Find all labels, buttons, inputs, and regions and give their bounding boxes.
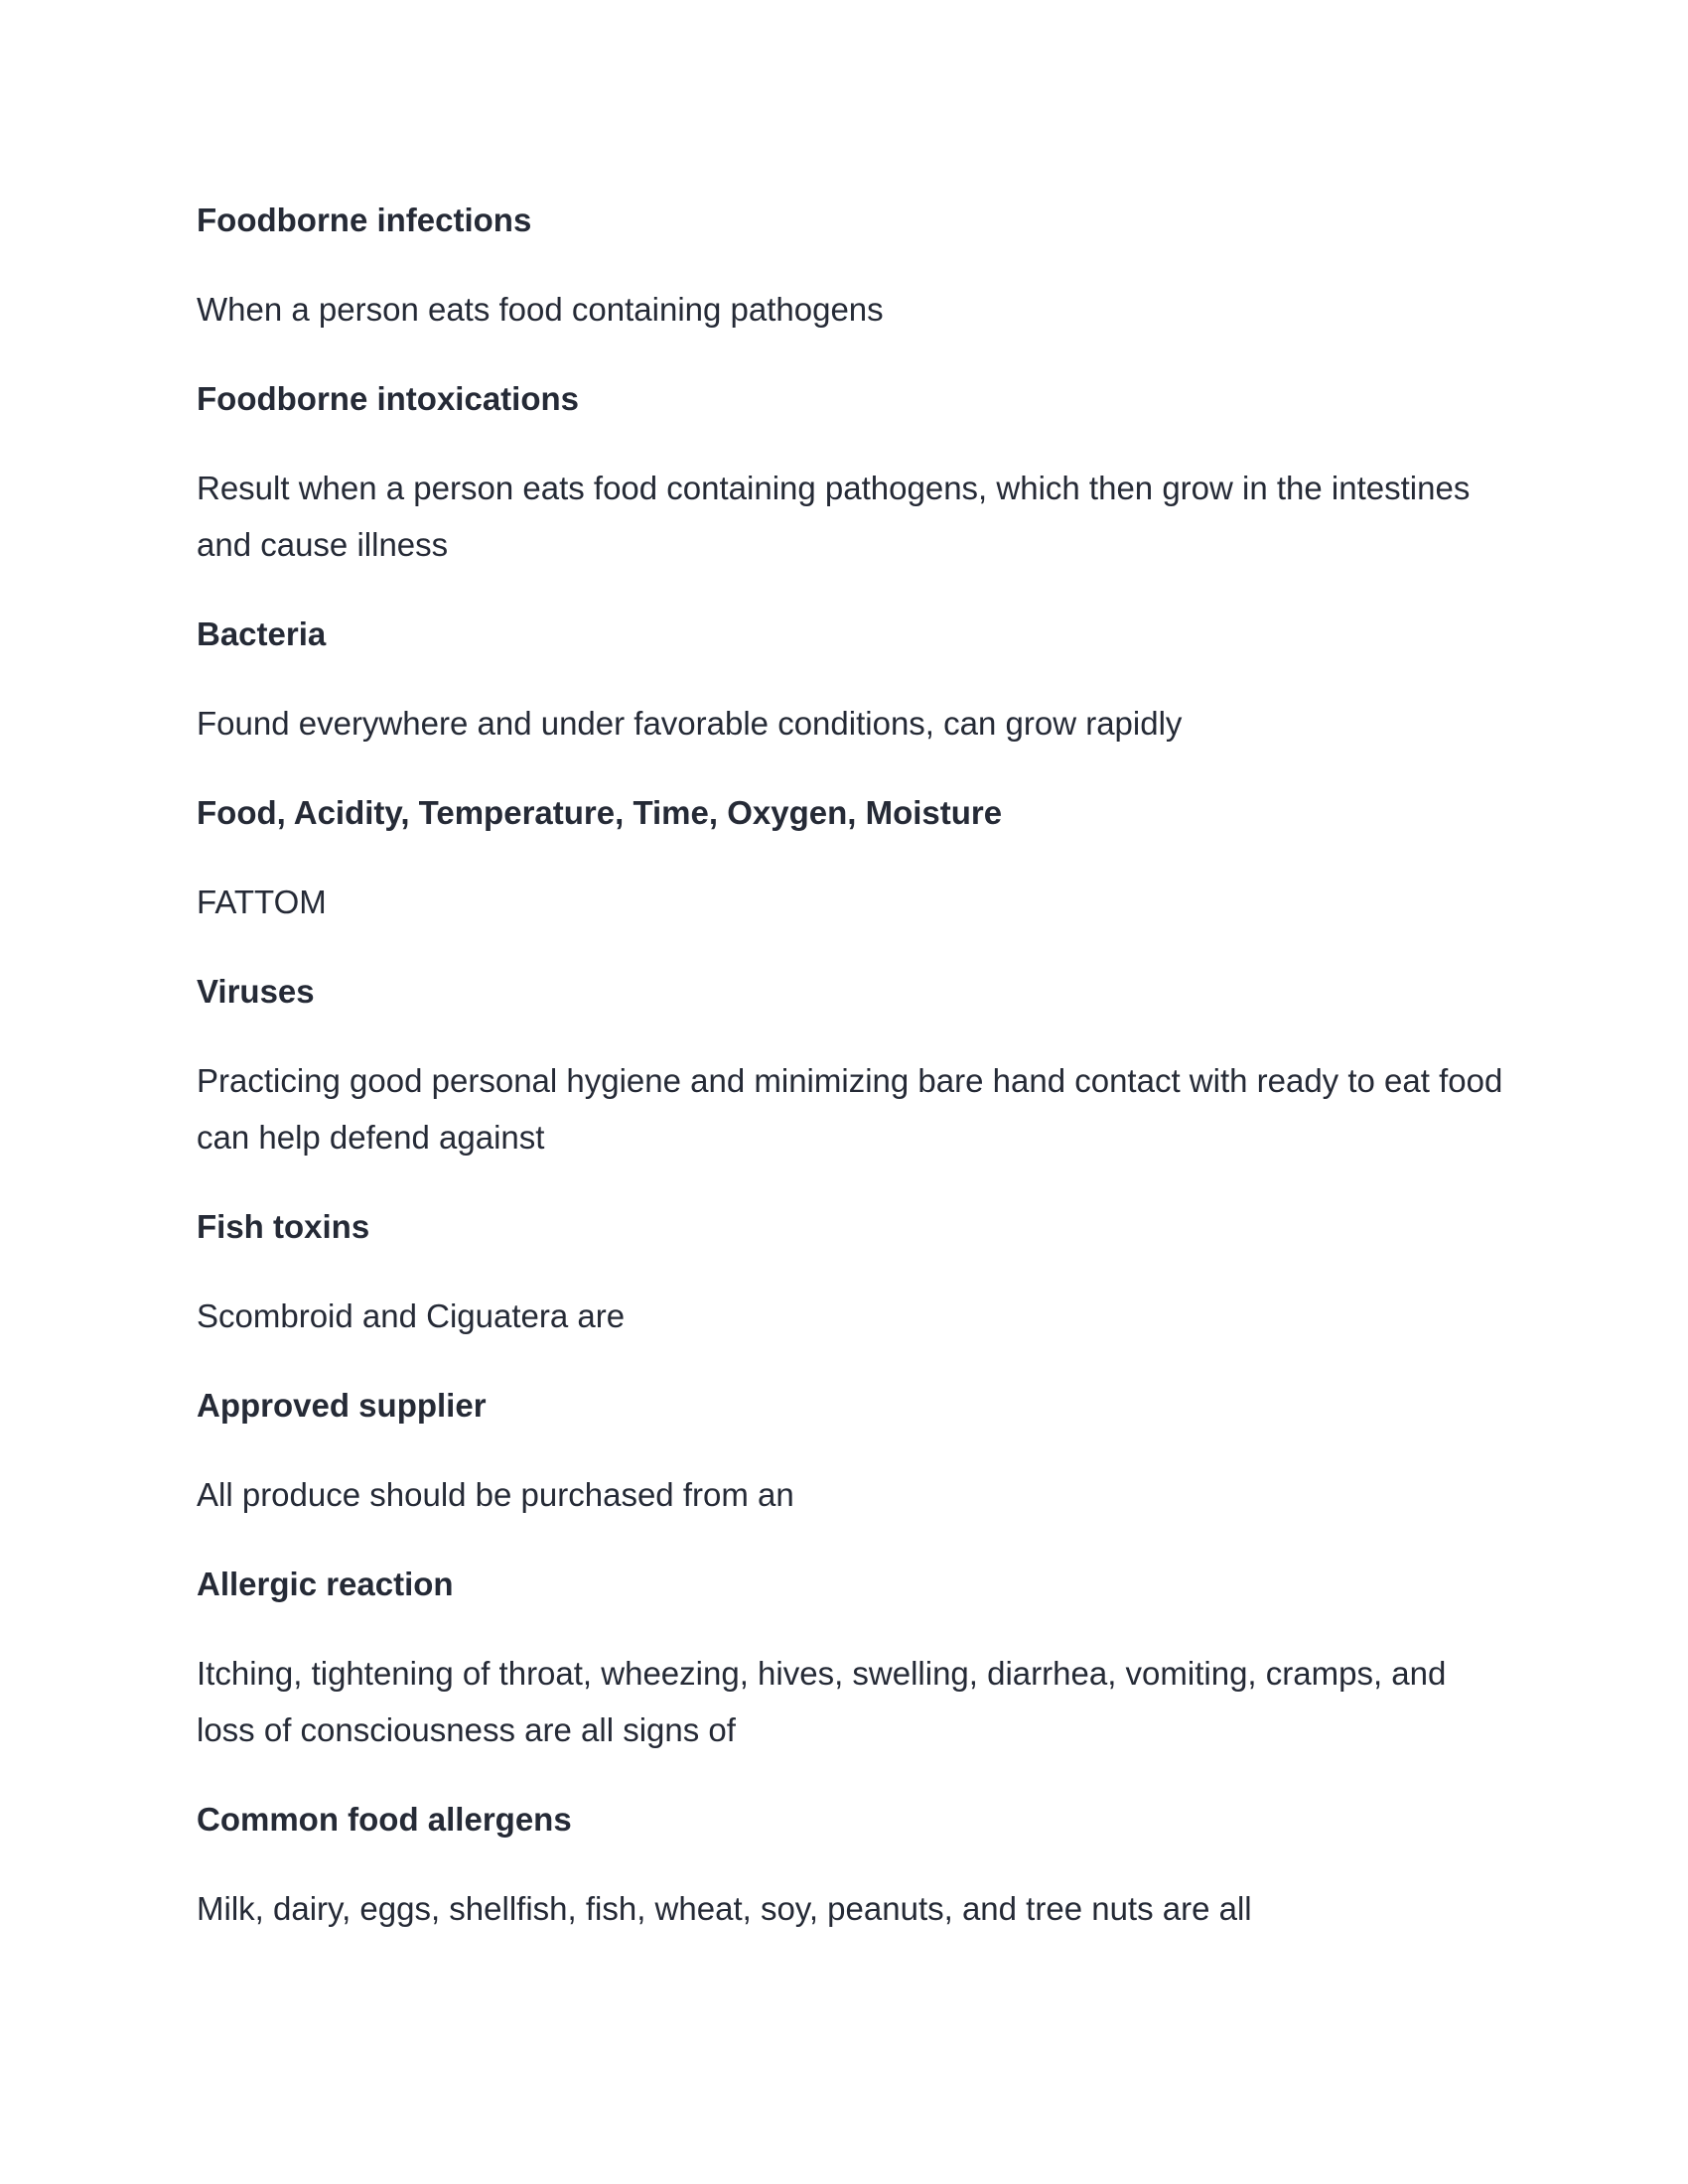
definition-text: Milk, dairy, eggs, shellfish, fish, wheat, soy, peanuts, and tree nuts are all xyxy=(197,1890,1252,1927)
definition-text: FATTOM xyxy=(197,884,327,920)
flashcard-entry xyxy=(197,606,1507,751)
term-heading: Common food allergens xyxy=(197,1801,572,1838)
flashcard-entry xyxy=(197,1377,1507,1523)
definition-text: Result when a person eats food containing pathogens, which then grow in the intestines and cause illness xyxy=(197,470,1471,563)
term-heading: Food, Acidity, Temperature, Time, Oxygen, Moisture xyxy=(197,794,1003,831)
flashcard-entry xyxy=(197,1556,1507,1758)
definition-text: When a person eats food containing pathogens xyxy=(197,291,884,328)
term-heading: Bacteria xyxy=(197,615,327,652)
definition-text: All produce should be purchased from an xyxy=(197,1476,794,1513)
flashcard-entry xyxy=(197,1198,1507,1344)
flashcard-entry xyxy=(197,784,1507,930)
term-heading: Foodborne intoxications xyxy=(197,380,579,417)
flashcard-entry xyxy=(197,192,1507,338)
flashcard-list xyxy=(197,192,1507,1970)
term-heading: Approved supplier xyxy=(197,1387,487,1424)
flashcard-entry xyxy=(197,370,1507,573)
flashcard-entry xyxy=(197,963,1507,1165)
term-heading: Fish toxins xyxy=(197,1208,370,1245)
definition-text: Scombroid and Ciguatera are xyxy=(197,1297,626,1334)
term-heading: Viruses xyxy=(197,973,315,1010)
term-heading: Allergic reaction xyxy=(197,1566,454,1602)
term-heading: Foodborne infections xyxy=(197,202,532,238)
definition-text: Found everywhere and under favorable conditions, can grow rapidly xyxy=(197,705,1183,742)
definition-text: Itching, tightening of throat, wheezing, hives, swelling, diarrhea, vomiting, cramps, and loss of consciousness are all signs of xyxy=(197,1655,1447,1748)
definition-text: Practicing good personal hygiene and minimizing bare hand contact with ready to eat food can help defend against xyxy=(197,1062,1503,1156)
flashcard-entry xyxy=(197,1791,1507,1937)
